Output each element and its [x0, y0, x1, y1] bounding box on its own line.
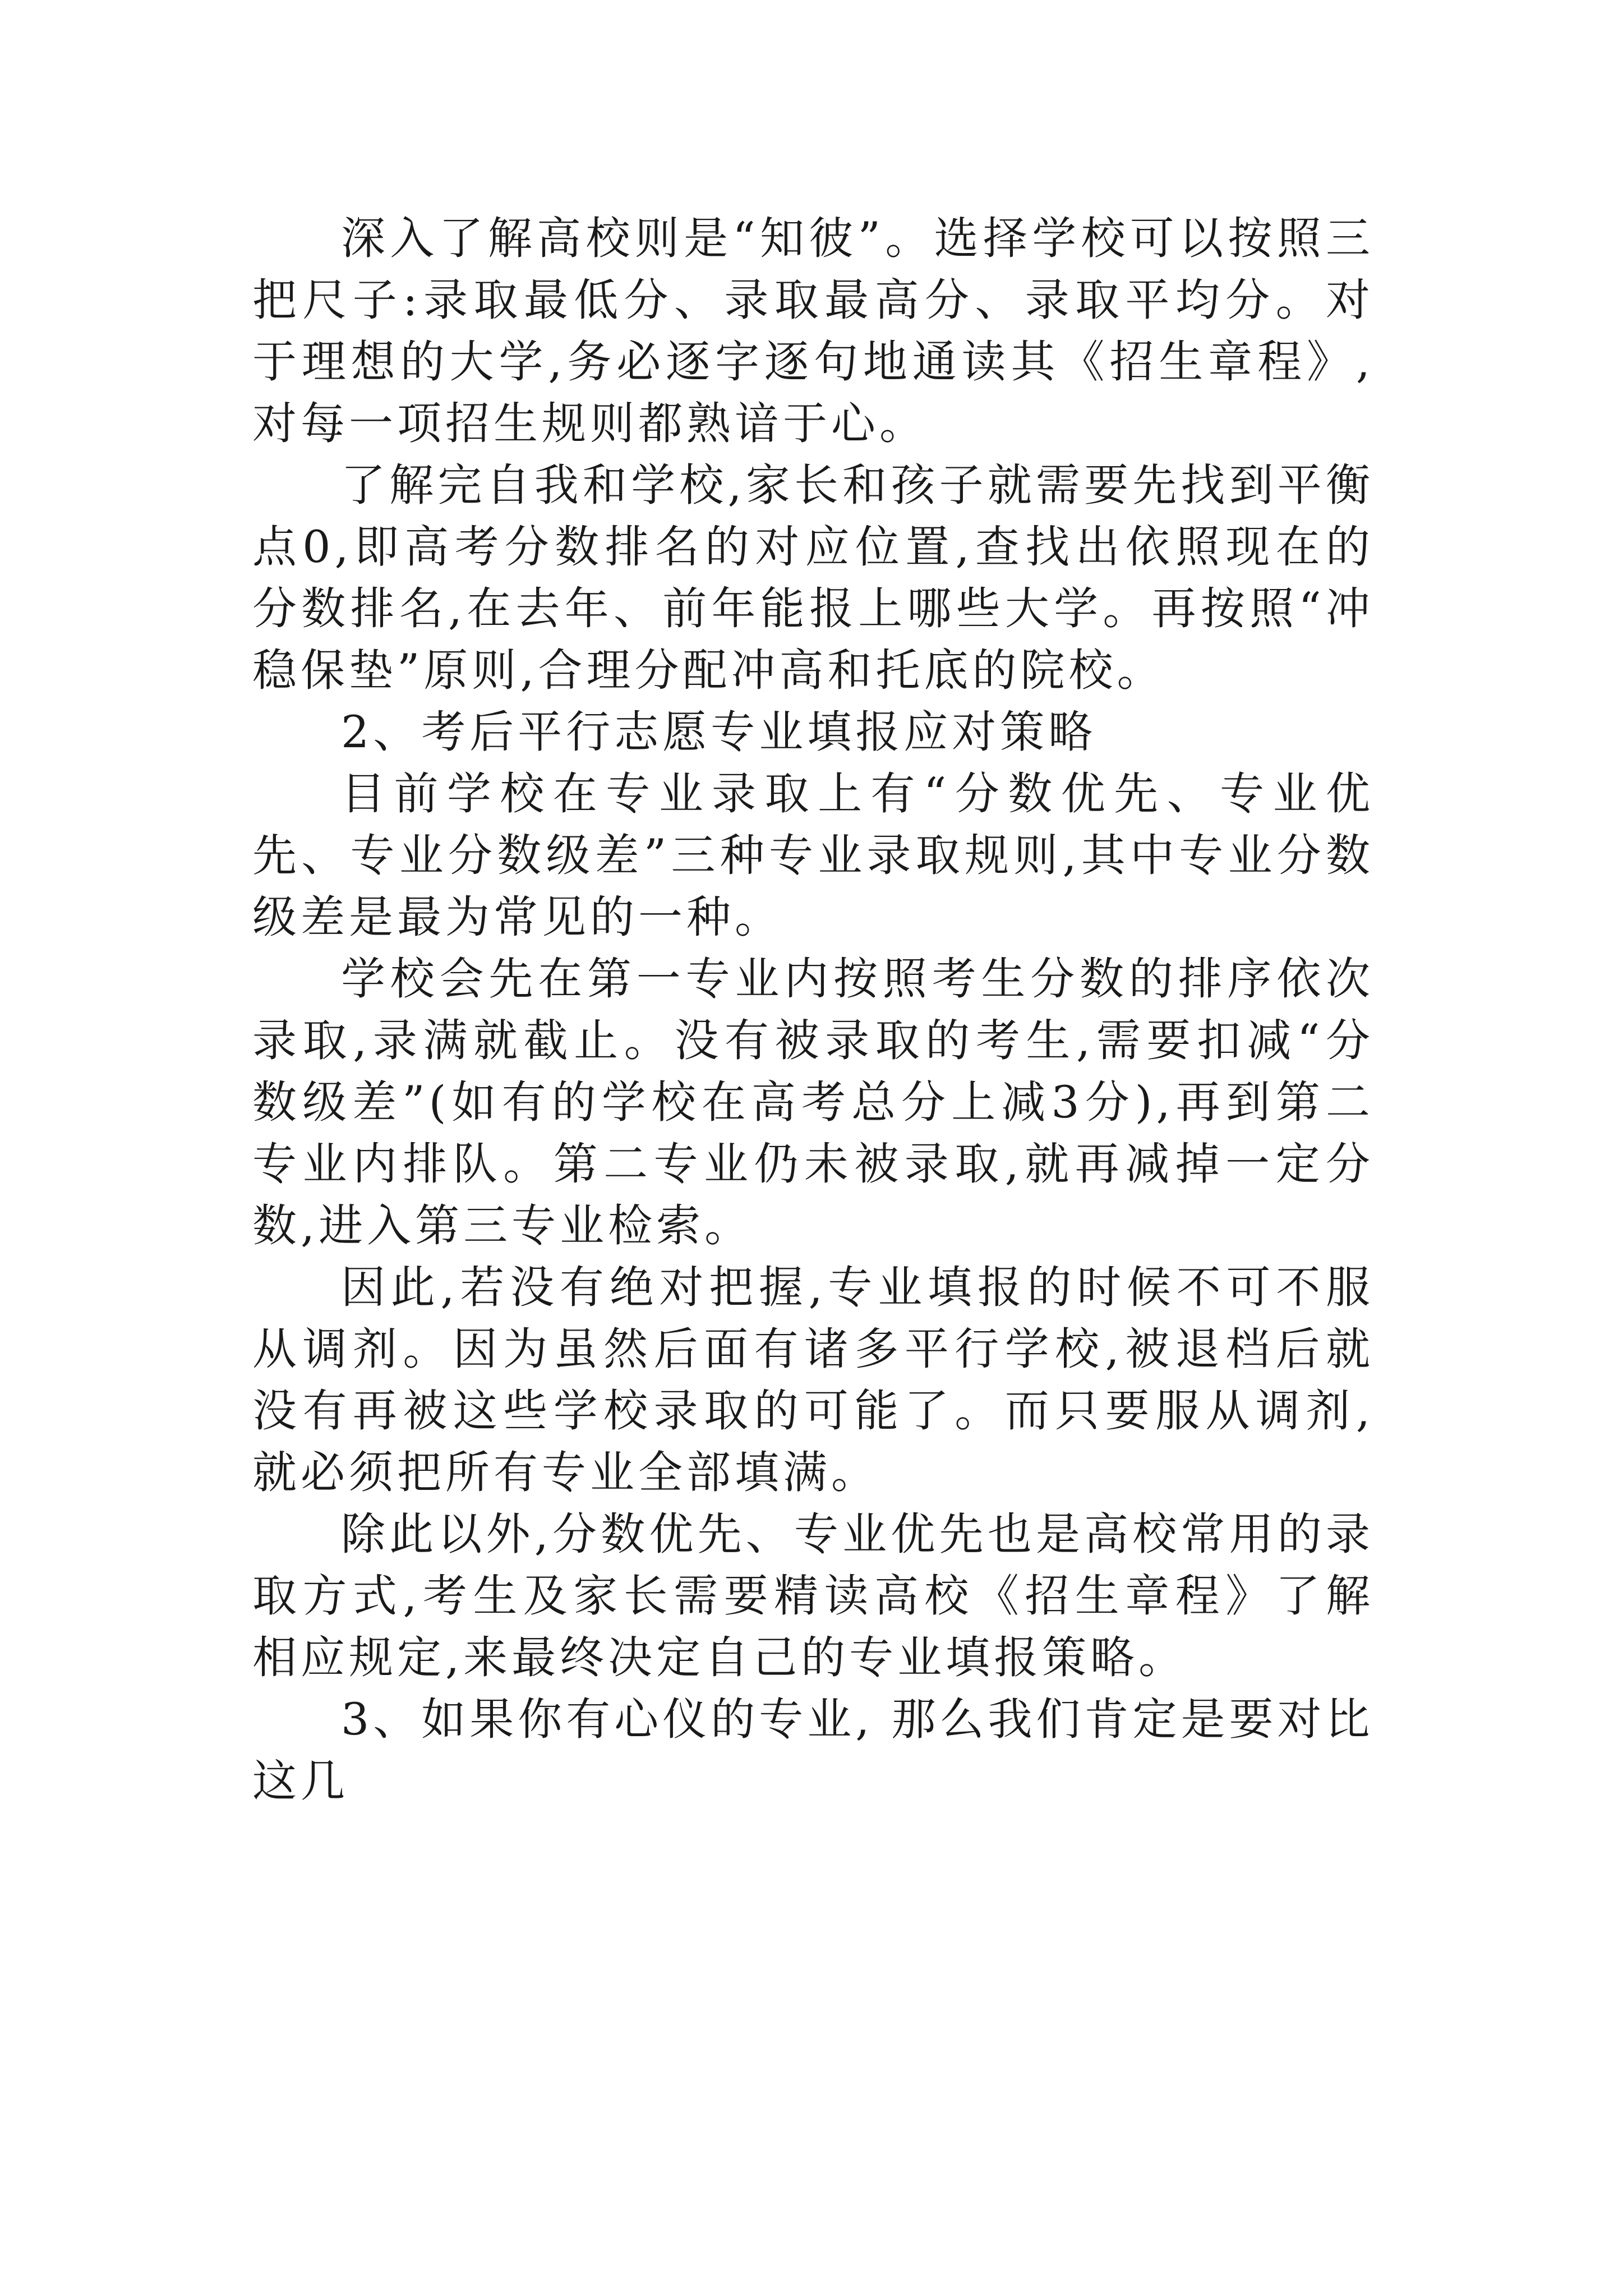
- section-heading-major-strategy: 2、考后平行志愿专业填报应对策略: [341, 706, 1097, 758]
- paragraph-admission-rules: 目前学校在专业录取上有“分数优先、专业优先、专业分数级差”三种专业录取规则,其中专业分数级差是最为常见的一种。: [252, 768, 1374, 943]
- paragraph-balance-point: 了解完自我和学校,家长和孩子就需要先找到平衡点0,即高考分数排名的对应位置,查找出依照现在的分数排名,在去年、前年能报上哪些大学。再按照“冲稳保垫”原则,合理分配冲高和托底的院校。: [252, 459, 1374, 696]
- section-heading-preferred-major: 3、如果你有心仪的专业, 那么我们肯定是要对比这几: [252, 1694, 1374, 1807]
- paragraph-know-universities: 深入了解高校则是“知彼”。选择学校可以按照三把尺子:录取最低分、录取最高分、录取平均分。对于理想的大学,务必逐字逐句地通读其《招生章程》,对每一项招生规则都熟谙于心。: [252, 213, 1374, 449]
- paragraph-score-gap-process: 学校会先在第一专业内按照考生分数的排序依次录取,录满就截止。没有被录取的考生,需要扣减“分数级差”(如有的学校在高考总分上减3分),再到第二专业内排队。第二专业仍未被录取,就再减掉一定分数,进入第三专业检索。: [252, 953, 1374, 1251]
- document-body: [252, 208, 1374, 1812]
- paragraph-other-methods: 除此以外,分数优先、专业优先也是高校常用的录取方式,考生及家长需要精读高校《招生章程》了解相应规定,来最终决定自己的专业填报策略。: [252, 1508, 1374, 1683]
- paragraph-obey-adjustment: 因此,若没有绝对把握,专业填报的时候不可不服从调剂。因为虽然后面有诸多平行学校,被退档后就没有再被这些学校录取的可能了。而只要服从调剂,就必须把所有专业全部填满。: [252, 1262, 1374, 1498]
